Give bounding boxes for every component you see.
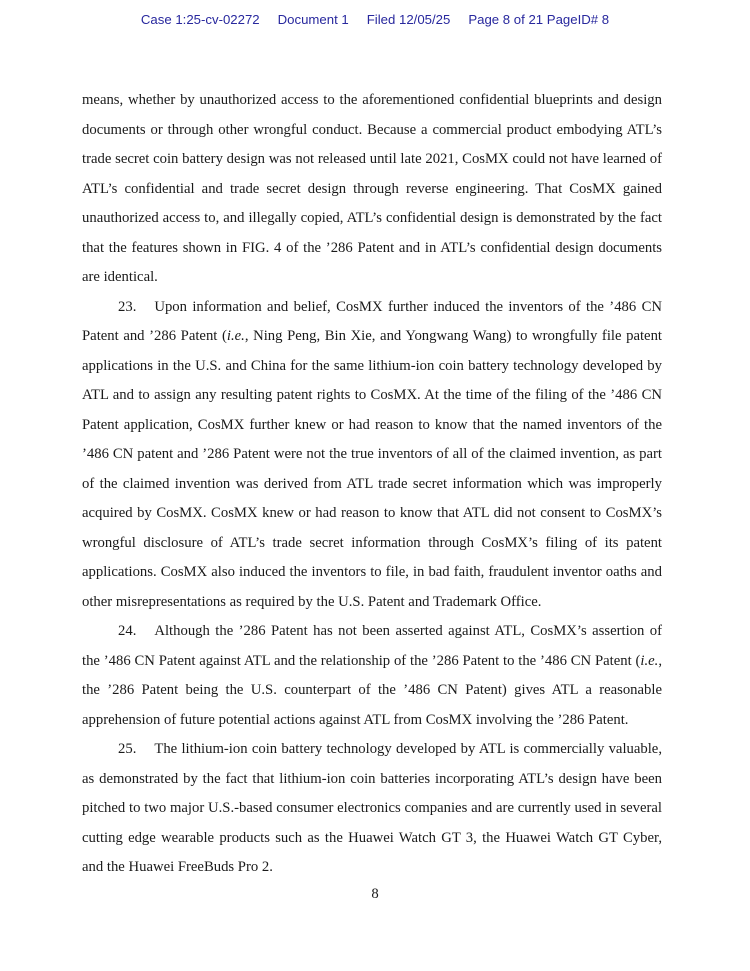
- page-number: 8: [371, 886, 379, 902]
- ecf-stamp-header: [0, 12, 750, 27]
- ecf-filed-date: Filed 12/05/25: [366, 12, 451, 27]
- paragraph-24-number: 24.: [118, 623, 137, 639]
- paragraph-23-number: 23.: [118, 298, 137, 315]
- paragraph-text: , the ’286 Patent being the U.S. counterpart of the ’486 CN Patent) gives ATL a reasonable apprehension of future potential actions against ATL from CosMX involving the ’286 Patent.: [82, 652, 662, 728]
- paragraph-25-number: 25.: [118, 741, 137, 757]
- paragraph-text: means, whether by unauthorized access to the aforementioned confidential blueprints and design documents or through other wrongful conduct. Because a commercial product embodying ATL’s trade secret coin battery design was not released until late 2021, CosMX could not have learned of ATL’s confidential and trade secret design through reverse engineering. That CosMX gained unauthorized access to, and illegally copied, ATL’s confidential design is demonstrated by the fact that the features shown in FIG. 4 of the ’286 Patent and in ATL’s confidential design documents are identical.: [82, 92, 662, 285]
- ecf-document-number: Document 1: [277, 12, 349, 27]
- paragraph-22-continuation: [82, 86, 662, 293]
- document-body: [82, 86, 662, 883]
- paragraph-text: The lithium-ion coin battery technology developed by ATL is commercially valuable, as demonstrated by the fact that lithium-ion coin batteries incorporating ATL’s design have been pitched to two major U.S.-based consumer electronics companies and are currently used in several cutting edge wearable products such as the Huawei Watch GT 3, the Huawei Watch GT Cyber, and the Huawei FreeBuds Pro 2.: [82, 741, 662, 875]
- latin-abbreviation: i.e.: [640, 652, 659, 669]
- paragraph-text: Upon information and belief, CosMX further induced the inventors of the ’486 CN Patent and ’286 Patent (: [82, 298, 662, 344]
- paragraph-24: [82, 617, 662, 735]
- paragraph-25: [82, 735, 662, 883]
- ecf-page-info: Page 8 of 21 PageID# 8: [468, 12, 610, 27]
- paragraph-text: Although the ’286 Patent has not been asserted against ATL, CosMX’s assertion of the ’486 CN Patent against ATL and the relationship of the ’286 Patent to the ’486 CN Patent (: [82, 623, 662, 669]
- latin-abbreviation: i.e.: [226, 328, 245, 344]
- ecf-case-number: Case 1:25-cv-02272: [140, 12, 260, 27]
- paragraph-23: [82, 293, 662, 618]
- paragraph-text: , Ning Peng, Bin Xie, and Yongwang Wang) to wrongfully file patent applications in the U.S. and China for the same lithium-ion coin battery technology developed by ATL and to assign any resulting patent rights to CosMX. At the time of the filing of the ’486 CN Patent application, CosMX further knew or had reason to know that the named inventors of the ’486 CN patent and ’286 Patent were not the true inventors of all of the claimed invention, as part of the claimed invention was derived from ATL trade secret information which was improperly acquired by CosMX. CosMX knew or had reason to know that ATL did not consent to CosMX’s wrongful disclosure of ATL’s trade secret information through CosMX’s filing of its patent applications. CosMX also induced the inventors to file, in bad faith, fraudulent inventor oaths and other misrepresentations as required by the U.S. Patent and Trademark Office.: [82, 328, 662, 610]
